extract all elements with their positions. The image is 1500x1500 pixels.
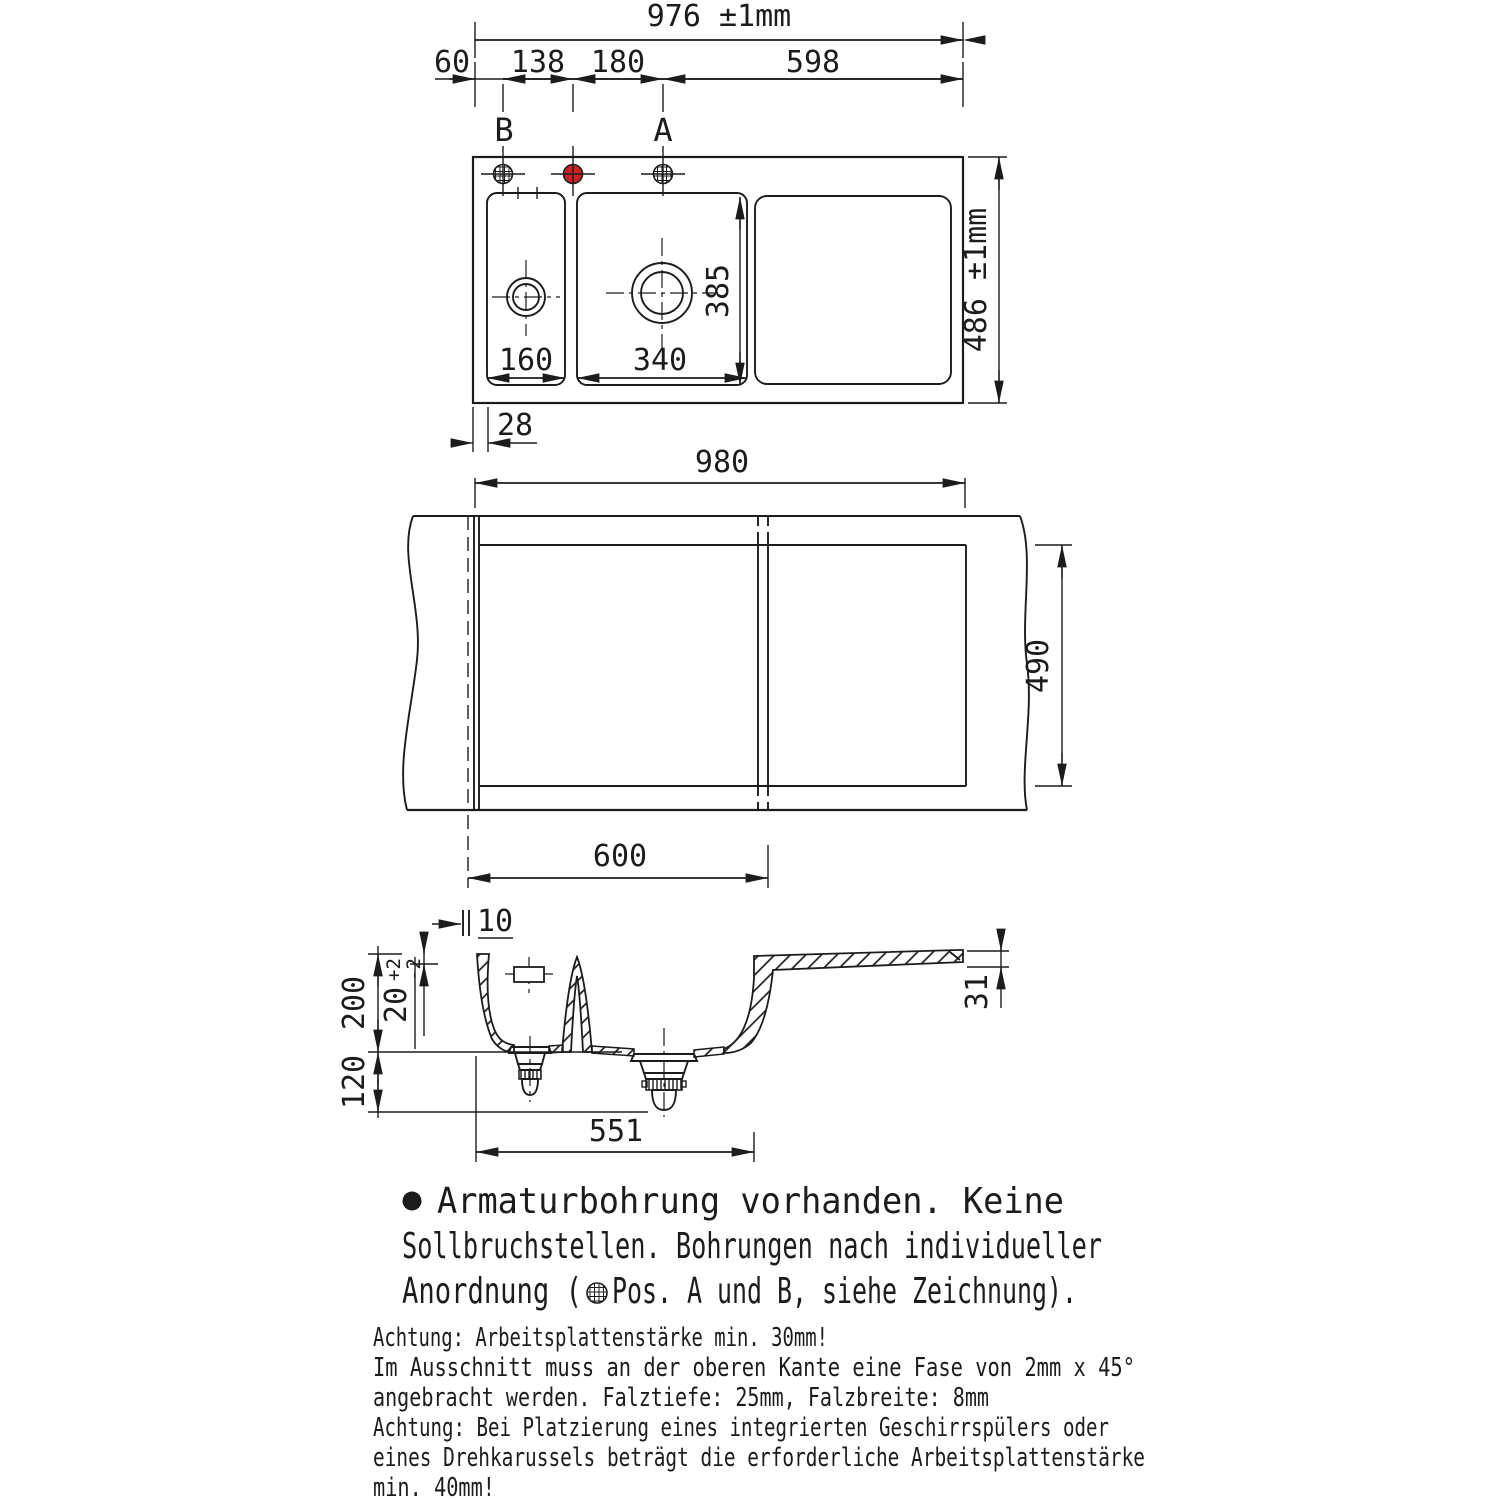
- note1-line3a: Anordnung (: [402, 1271, 582, 1312]
- note1-line1: Armaturbohrung vorhanden. Keine: [437, 1181, 1064, 1222]
- notes-block-2: [373, 1323, 1145, 1500]
- dim-bowl-span: [476, 1056, 754, 1162]
- cutout-view: [403, 445, 1072, 939]
- cutout-rect: [479, 545, 966, 786]
- note2-line5: eines Drehkarussels beträgt die erforderliche Arbeitsplattenstärke: [373, 1443, 1145, 1473]
- bullet-icon: [403, 1192, 422, 1211]
- note2-line4: Achtung: Bei Platzierung eines integrierten Geschirrspülers oder: [373, 1413, 1109, 1443]
- divider-lines-600: [758, 516, 768, 810]
- plan-view: [434, 0, 1007, 452]
- dim-label-20-plus: +2: [383, 958, 405, 981]
- faucet-hole-red: [551, 146, 595, 196]
- dim-label-31: 31: [960, 973, 995, 1011]
- dim-bowl-widths: [487, 343, 747, 378]
- dim-label-200: 200: [337, 975, 372, 1031]
- falz-edge-lines: [468, 516, 479, 810]
- hatched-hole-icon: [654, 165, 673, 184]
- note2-line2: Im Ausschnitt muss an der oberen Kante eine Fase von 2mm x 45°: [373, 1353, 1135, 1383]
- strainer-small-bowl: [509, 1036, 551, 1102]
- dim-label-20-minus: -2: [403, 958, 425, 981]
- dim-label-120: 120: [337, 1054, 372, 1110]
- note1-line2: Sollbruchstellen. Bohrungen nach individueller: [402, 1226, 1102, 1267]
- note2-line3: angebracht werden. Falztiefe: 25mm, Falzbreite: 8mm: [373, 1383, 989, 1413]
- note2-line1: Achtung: Arbeitsplattenstärke min. 30mm!: [373, 1323, 828, 1353]
- dim-overall-height: [959, 157, 1007, 403]
- dim-label-980: 980: [694, 445, 750, 480]
- dim-label-598: 598: [785, 45, 841, 80]
- right-wall-and-drainboard: [724, 950, 963, 1053]
- dim-label-160: 160: [498, 343, 554, 378]
- faucet-deck-section: [505, 957, 553, 993]
- left-wall: [477, 954, 514, 1053]
- worktop-slab: [403, 516, 1029, 810]
- dim-bowl-depth: [701, 197, 740, 385]
- dim-label-551: 551: [588, 1114, 644, 1149]
- dim-board-thickness: [960, 938, 1009, 1010]
- section-view: [337, 938, 1009, 1162]
- dim-falz-10: [432, 904, 513, 939]
- note2-line6: min. 40mm!: [373, 1473, 495, 1500]
- dim-cutout-height: [1021, 545, 1072, 786]
- dim-label-490: 490: [1021, 638, 1056, 694]
- dim-label-600: 600: [592, 839, 648, 874]
- dim-label-20: 20: [379, 986, 414, 1024]
- hole-label-a: A: [653, 111, 673, 149]
- dim-600: [468, 815, 768, 888]
- dim-label-138: 138: [510, 45, 566, 80]
- divider-wall: [562, 957, 592, 1052]
- dim-label-10: 10: [476, 904, 514, 939]
- dim-label-60: 60: [433, 45, 471, 80]
- break-line-left: [403, 516, 418, 810]
- drainboard: [755, 196, 951, 384]
- dim-label-340: 340: [632, 343, 688, 378]
- faucet-hole-a: [641, 146, 685, 196]
- bowl-floors: [549, 1045, 724, 1057]
- hatched-hole-icon: [587, 1283, 607, 1303]
- dim-label-486: 486 ±1mm: [959, 207, 994, 353]
- dim-label-180: 180: [590, 45, 646, 80]
- dim-label-976: 976 ±1mm: [646, 0, 792, 34]
- dim-cutout-width: [475, 445, 965, 508]
- dim-edge-offset: [458, 407, 537, 452]
- dim-label-385: 385: [701, 263, 736, 319]
- hole-label-b: B: [494, 111, 514, 149]
- notes-block-1: [402, 1181, 1102, 1312]
- hatched-hole-icon: [494, 165, 513, 184]
- strainer-main-bowl: [631, 1028, 697, 1117]
- note1-line3b: Pos. A und B, siehe Zeichnung).: [612, 1271, 1077, 1312]
- dim-hole-positions: [434, 45, 963, 112]
- small-bowl-drain: [492, 260, 560, 336]
- dim-label-28: 28: [496, 408, 534, 443]
